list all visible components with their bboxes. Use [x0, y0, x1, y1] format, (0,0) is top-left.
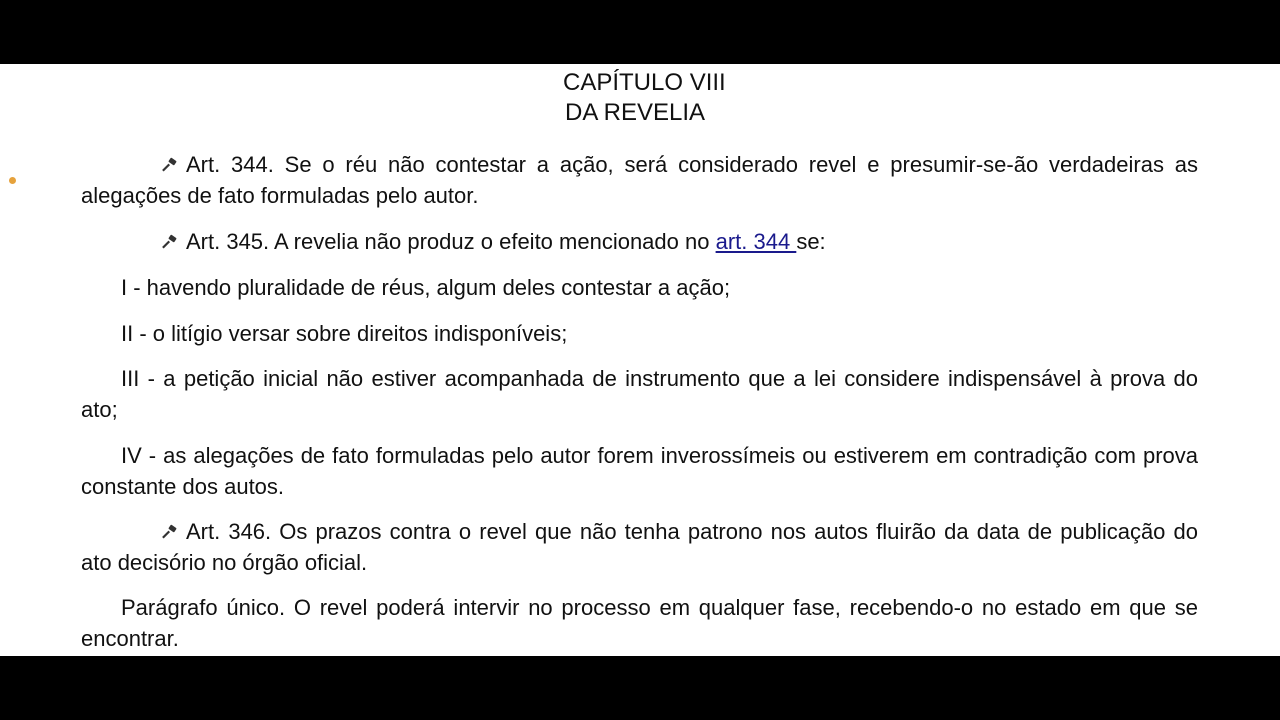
- gavel-icon: [162, 524, 178, 540]
- article-345-item-3: III - a petição inicial não estiver acompanhada de instrumento que a lei considere indispensável à prova do ato;: [81, 366, 1198, 422]
- document-slide: [0, 64, 1280, 656]
- gavel-icon: [162, 234, 178, 250]
- article-344-link[interactable]: art. 344: [715, 229, 797, 254]
- article-345-item-4: IV - as alegações de fato formuladas pelo autor forem inverossímeis ou estiverem em contradição com prova constante dos autos.: [81, 443, 1198, 499]
- article-344-text: Art. 344. Se o réu não contestar a ação, será considerado revel e presumir-se-ão verdadeiras as alegações de fato formuladas pelo autor.: [81, 152, 1198, 208]
- article-345-text: Art. 345. A revelia não produz o efeito mencionado no: [186, 229, 716, 254]
- gavel-icon: [162, 157, 178, 173]
- article-346: [81, 517, 1198, 578]
- margin-dot-icon: [9, 177, 16, 184]
- article-345: [81, 227, 1198, 258]
- article-346-paragraph: Parágrafo único. O revel poderá intervir no processo em qualquer fase, recebendo-o no estado em que se encontrar.: [81, 595, 1198, 651]
- article-345-item-2: II - o litígio versar sobre direitos indisponíveis;: [121, 321, 568, 346]
- article-345-item-1: I - havendo pluralidade de réus, algum deles contestar a ação;: [121, 275, 731, 300]
- chapter-subtitle: DA REVELIA: [565, 99, 706, 126]
- article-345-text-end: se:: [796, 229, 826, 254]
- chapter-title: CAPÍTULO VIII: [563, 69, 726, 96]
- article-344: [81, 150, 1198, 211]
- article-346-text: Art. 346. Os prazos contra o revel que não tenha patrono nos autos fluirão da data de publicação do ato decisório no órgão oficial.: [81, 519, 1198, 575]
